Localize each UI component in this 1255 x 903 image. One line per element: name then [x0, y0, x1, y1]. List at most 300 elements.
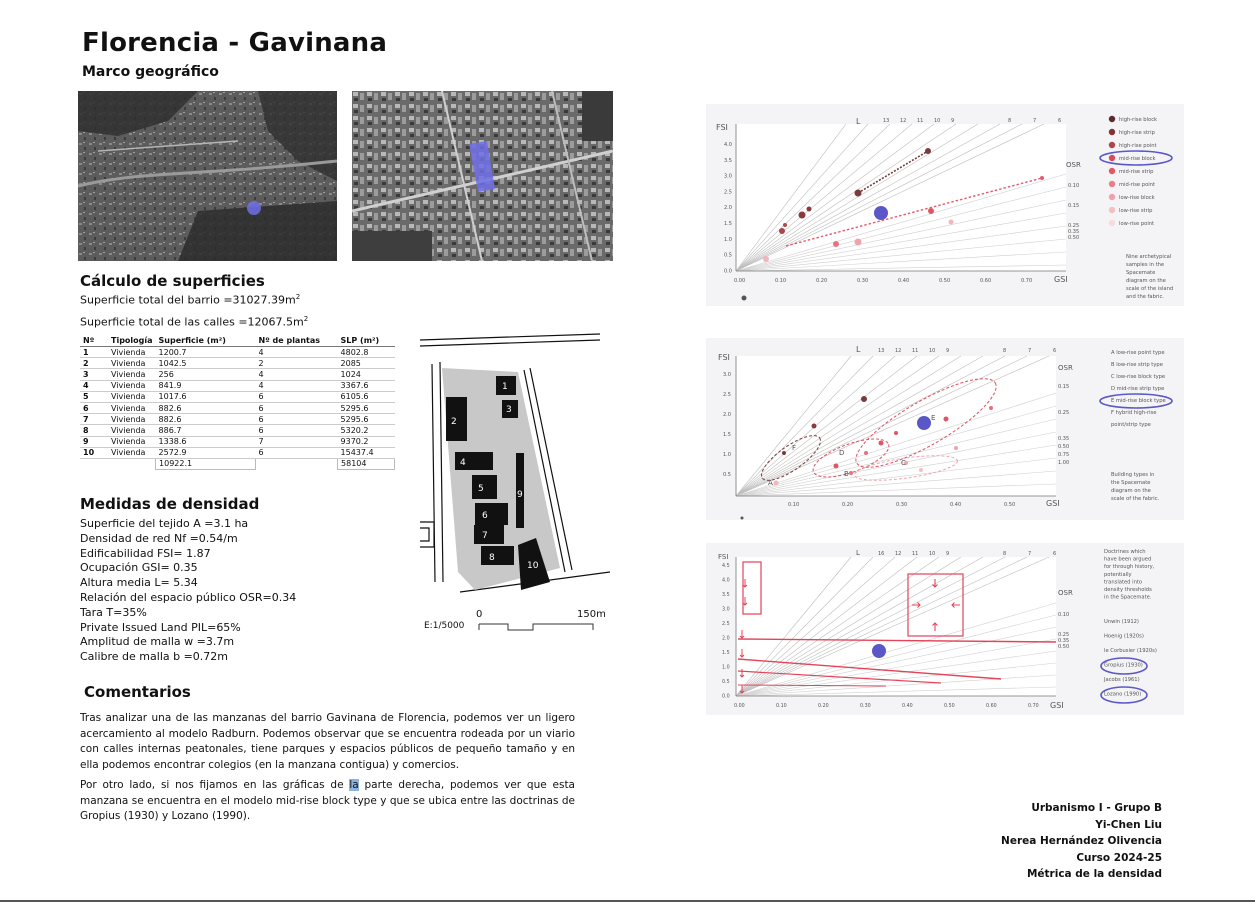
x-tick-label: 0.40: [902, 704, 913, 709]
data-point: [894, 431, 898, 435]
l-tick-label: 9: [951, 118, 955, 124]
table-cell: Vivienda: [108, 414, 156, 425]
x-tick-label: 0.70: [1028, 704, 1039, 709]
legend-entry: low-rise block: [1119, 195, 1155, 201]
data-point: [879, 441, 884, 446]
credit-course: Urbanismo I - Grupo B: [1031, 802, 1162, 814]
l-tick-label: 6: [1053, 348, 1057, 354]
l-tick-label: 6: [1053, 551, 1057, 557]
x-axis-label: GSI: [1046, 499, 1060, 508]
table-cell: 6: [256, 447, 338, 458]
scale-end: 150m: [577, 609, 606, 620]
data-point: [925, 148, 931, 154]
table-cell: 4: [256, 347, 338, 358]
data-point: [855, 239, 862, 246]
chart-caption: for through history,: [1104, 564, 1155, 571]
data-point: [919, 468, 923, 472]
osr-tick-label: 0.15: [1068, 203, 1080, 209]
density-measure: Altura media L= 5.34: [80, 576, 198, 590]
x-axis-label: GSI: [1054, 275, 1068, 284]
table-cell: 1: [80, 347, 108, 358]
legend-entry: C low-rise block type: [1111, 374, 1166, 380]
table-empty-cell: [256, 458, 338, 469]
bullet-icon: [741, 517, 744, 520]
credit-year: Curso 2024-25: [1076, 851, 1162, 864]
region-label: D: [839, 449, 845, 457]
table-cell: 3367.6: [338, 380, 395, 391]
y-axis-label: FSI: [718, 353, 730, 362]
comment-paragraph-2: [80, 778, 575, 825]
building-7: [474, 525, 504, 544]
osr-tick-label: 0.50: [1058, 644, 1070, 650]
l-axis-label: L: [856, 345, 861, 354]
table-row: [80, 447, 395, 458]
legend-swatch: [1109, 220, 1115, 226]
data-point: [864, 451, 868, 455]
col-header-typology: Tipología: [108, 335, 156, 347]
credit-author-2: Nerea Hernández Olivencia: [1001, 835, 1162, 847]
legend-swatch: [1109, 207, 1115, 213]
x-tick-label: 0.10: [776, 704, 787, 709]
doctrine-entry: Jacobs (1961): [1104, 677, 1140, 683]
block-number-label: 2: [451, 417, 457, 427]
l-axis-label: L: [856, 549, 860, 557]
l-tick-label: 13: [878, 348, 885, 354]
x-tick-label: 0.30: [896, 502, 908, 508]
y-tick-label: 3.5: [722, 593, 730, 598]
x-tick-label: 0.10: [775, 278, 787, 284]
legend-entry: A low-rise point type: [1111, 350, 1165, 356]
l-tick-label: 12: [895, 348, 902, 354]
table-cell: 7: [256, 436, 338, 447]
building-6: [475, 503, 508, 525]
col-header-surface: Superficie (m²): [156, 335, 256, 347]
legend-swatch: [1109, 129, 1115, 135]
x-tick-label: 0.00: [734, 278, 746, 284]
x-tick-label: 0.10: [788, 502, 800, 508]
y-tick-label: 2.0: [724, 205, 732, 212]
x-tick-label: 0.70: [1021, 278, 1033, 284]
total-neighborhood-area: [80, 293, 300, 307]
data-point: [949, 220, 954, 225]
x-tick-label: 0.40: [898, 278, 910, 284]
credits-block: [1001, 800, 1162, 883]
table-cell: Vivienda: [108, 369, 156, 380]
table-cell: Vivienda: [108, 436, 156, 447]
data-point: [834, 464, 839, 469]
x-tick-label: 0.00: [734, 704, 745, 709]
total-neighborhood-area-text: Superficie total del barrio =31027.39m: [80, 293, 296, 307]
squared-sup: 2: [295, 293, 301, 301]
l-tick-label: 10: [934, 118, 941, 124]
legend-swatch: [1109, 116, 1115, 122]
y-tick-label: 2.5: [722, 622, 730, 627]
table-cell: Vivienda: [108, 380, 156, 391]
osr-tick-label: 0.25: [1058, 632, 1070, 638]
y-tick-label: 3.0: [722, 607, 730, 613]
region-label: A: [768, 479, 773, 487]
osr-tick-label: 0.25: [1058, 410, 1070, 416]
table-cell: 256: [156, 369, 256, 380]
y-tick-label: 0.5: [723, 472, 731, 478]
table-total-cell: 10922.1: [156, 458, 256, 469]
y-tick-label: 1.0: [723, 452, 731, 458]
osr-tick-label: 0.35: [1058, 638, 1070, 644]
chart-caption: Building types in: [1111, 472, 1155, 478]
x-tick-label: 0.60: [986, 704, 997, 709]
site-plan: [420, 332, 610, 632]
table-empty-cell: [108, 458, 156, 469]
y-tick-label: 0.5: [724, 252, 732, 259]
legend-entry: E mid-rise block type: [1111, 398, 1166, 404]
table-row: [80, 358, 395, 369]
legend-entry: mid-rise strip: [1119, 169, 1154, 175]
aerial-map-wide: [78, 91, 337, 261]
l-tick-label: 10: [929, 348, 936, 354]
block-number-label: 5: [478, 484, 484, 494]
table-cell: 4802.8: [338, 347, 395, 358]
l-tick-label: 7: [1033, 118, 1037, 124]
col-header-number: Nº: [80, 335, 108, 347]
scale-bar: [478, 620, 598, 632]
spacemate-chart-archetypes: [706, 104, 1184, 306]
osr-tick-label: 0.25: [1068, 223, 1080, 229]
density-measure: Edificabilidad FSI= 1.87: [80, 546, 211, 560]
osr-tick-label: 0.15: [1058, 384, 1070, 390]
l-tick-label: 16: [878, 551, 885, 557]
density-measure: Tara T=35%: [80, 605, 147, 619]
data-point: [779, 228, 785, 234]
osr-tick-label: 0.10: [1068, 183, 1080, 189]
legend-swatch: [1109, 168, 1115, 174]
table-row: [80, 425, 395, 436]
y-tick-label: 0.5: [722, 680, 730, 685]
bullet-icon: [742, 296, 747, 301]
table-row: [80, 347, 395, 358]
doctrine-entry: Gropius (1930): [1104, 662, 1143, 669]
x-tick-label: 0.20: [818, 704, 829, 709]
density-measure: Superficie del tejido A =3.1 ha: [80, 517, 249, 530]
comments-heading: Comentarios: [84, 683, 191, 701]
chart-caption: have been argued: [1104, 556, 1152, 563]
table-total-cell: 58104: [338, 458, 395, 469]
table-cell: 5295.6: [338, 414, 395, 425]
block-number-label: 9: [517, 490, 523, 500]
doctrine-entry: Hoenig (1920s): [1104, 633, 1144, 640]
osr-axis-label: OSR: [1058, 589, 1073, 597]
legend-entry: high-rise strip: [1119, 130, 1155, 136]
x-tick-label: 0.60: [980, 278, 992, 284]
y-tick-label: 1.0: [722, 665, 730, 671]
y-tick-label: 3.0: [723, 372, 731, 378]
table-row: [80, 380, 395, 391]
doctrine-entry: Lozano (1990): [1104, 691, 1142, 698]
l-tick-label: 8: [1003, 348, 1007, 354]
density-measure: Ocupación GSI= 0.35: [80, 561, 198, 575]
table-cell: Vivienda: [108, 347, 156, 358]
region-label: F: [792, 444, 797, 452]
data-point: [989, 406, 993, 410]
y-axis-label: FSI: [716, 123, 728, 132]
table-cell: 6105.6: [338, 391, 395, 402]
data-point: [944, 417, 949, 422]
chart-caption: and the fabric.: [1126, 294, 1164, 300]
chart-caption: the Spacemate: [1111, 480, 1151, 486]
chart-caption: samples in the: [1126, 262, 1165, 268]
table-cell: 2: [80, 358, 108, 369]
x-tick-label: 0.40: [950, 502, 962, 508]
legend-entry: low-rise strip: [1119, 208, 1153, 214]
table-cell: 5295.6: [338, 402, 395, 413]
building-5: [472, 475, 497, 499]
table-cell: 1200.7: [156, 347, 256, 358]
col-header-slp: SLP (m²): [338, 335, 395, 347]
density-measure: Densidad de red Nf =0.54/m: [80, 531, 238, 545]
table-cell: Vivienda: [108, 402, 156, 413]
table-cell: 9: [80, 436, 108, 447]
table-cell: Vivienda: [108, 447, 156, 458]
x-tick-label: 0.30: [860, 704, 871, 709]
y-tick-label: 4.0: [722, 578, 730, 584]
data-point: [807, 207, 812, 212]
osr-tick-label: 0.75: [1058, 452, 1070, 458]
table-cell: 2572.9: [156, 447, 256, 458]
data-point: [763, 256, 769, 262]
legend-entry: high-rise block: [1119, 117, 1158, 123]
chart-caption: Nine archetypical: [1126, 254, 1172, 260]
data-point: [855, 190, 862, 197]
table-cell: Vivienda: [108, 425, 156, 436]
table-cell: 6: [256, 402, 338, 413]
l-tick-label: 11: [912, 551, 919, 557]
l-tick-label: 12: [895, 551, 902, 557]
y-tick-label: 3.0: [724, 173, 732, 180]
total-streets-area: [80, 315, 308, 329]
l-tick-label: 9: [946, 551, 950, 557]
table-cell: 15437.4: [338, 447, 395, 458]
y-tick-label: 2.5: [724, 189, 732, 196]
data-point: [774, 481, 779, 486]
table-row: [80, 402, 395, 413]
chart-caption: diagram on the: [1126, 278, 1166, 284]
x-tick-label: 0.20: [816, 278, 828, 284]
osr-axis-label: OSR: [1066, 161, 1081, 169]
block-number-label: 7: [482, 531, 488, 541]
x-tick-label: 0.50: [944, 704, 955, 709]
x-tick-label: 0.50: [1004, 502, 1016, 508]
y-tick-label: 0.0: [724, 268, 732, 275]
region-label: B: [844, 470, 849, 478]
data-point: [782, 451, 786, 455]
surfaces-heading: Cálculo de superficies: [80, 272, 265, 290]
chart-caption: diagram on the: [1111, 488, 1151, 494]
l-tick-label: 7: [1028, 551, 1032, 557]
y-tick-label: 1.5: [724, 221, 732, 227]
table-cell: 4: [256, 369, 338, 380]
density-measure: Amplitud de malla w =3.7m: [80, 635, 235, 649]
block-number-label: 10: [527, 561, 539, 571]
y-tick-label: 4.5: [722, 564, 730, 569]
table-cell: 3: [80, 369, 108, 380]
block-number-label: 6: [482, 511, 488, 521]
table-cell: 8: [80, 425, 108, 436]
block-number-label: 4: [460, 458, 466, 468]
comment-paragraph-1: Tras analizar una de las manzanas del barrio Gavinana de Florencia, podemos ver un ligero acercamiento al modelo Radburn. Podemos observar que se encuentra rodeada por un viario con calles internas peatonales, tiene parques y espacios públicos de pequeño tamaño y en ella podemos encontrar colegios (en la manzana contigua) y comercios.: [80, 712, 575, 771]
credit-topic: Métrica de la densidad: [1026, 868, 1162, 880]
table-header-row: [80, 335, 395, 347]
scale-start: 0: [476, 609, 483, 620]
osr-tick-label: 1.00: [1058, 460, 1070, 466]
table-empty-cell: [80, 458, 108, 469]
osr-axis-label: OSR: [1058, 364, 1073, 372]
y-tick-label: 1.5: [723, 432, 731, 438]
legend-entry: mid-rise block: [1119, 156, 1156, 162]
osr-tick-label: 0.35: [1068, 229, 1080, 235]
l-tick-label: 11: [917, 118, 924, 124]
table-cell: 882.6: [156, 402, 256, 413]
legend-swatch: [1109, 181, 1115, 187]
plot-area: [736, 557, 1056, 696]
region-label: E: [931, 414, 936, 422]
y-tick-label: 0.0: [722, 694, 730, 700]
l-tick-label: 7: [1028, 348, 1032, 354]
density-heading: Medidas de densidad: [80, 495, 260, 513]
table-cell: 1338.6: [156, 436, 256, 447]
data-point: [928, 208, 934, 214]
table-cell: 6: [256, 414, 338, 425]
l-tick-label: 8: [1008, 118, 1012, 124]
osr-tick-label: 0.50: [1068, 235, 1080, 241]
osr-tick-label: 0.35: [1058, 436, 1070, 442]
region-label: C: [901, 459, 906, 467]
typology-table: [80, 335, 395, 470]
table-cell: 4: [80, 380, 108, 391]
l-tick-label: 6: [1058, 118, 1062, 124]
data-point: [874, 206, 888, 220]
l-axis-label: L: [856, 117, 861, 126]
comment-p2-after: parte derecha, podemos ver que esta manzana se encuentra en el modelo mid-rise block type y que se ubica entre las doctrinas de Gropius (1930) y Lozano (1990).: [80, 779, 575, 822]
table-cell: 5: [80, 391, 108, 402]
data-point: [833, 241, 839, 247]
legend-entry: mid-rise point: [1119, 182, 1156, 188]
density-measure: Calibre de malla b =0.72m: [80, 650, 229, 664]
y-tick-label: 2.0: [722, 636, 730, 642]
table-cell: 1017.6: [156, 391, 256, 402]
data-point-highlight: [917, 416, 931, 430]
spacemate-chart-doctrines: [706, 543, 1184, 715]
block-number-label: 8: [489, 553, 495, 563]
l-tick-label: 12: [900, 118, 907, 124]
total-streets-area-text: Superficie total de las calles =12067.5m: [80, 315, 304, 329]
chart-caption: Spacemate: [1126, 270, 1156, 276]
legend-entry: B low-rise strip type: [1111, 362, 1163, 368]
table-cell: 2: [256, 358, 338, 369]
building-8: [481, 546, 514, 565]
table-row: [80, 391, 395, 402]
l-tick-label: 10: [929, 551, 936, 557]
osr-tick-label: 0.10: [1058, 612, 1070, 618]
data-point: [849, 471, 853, 475]
table-cell: 6: [256, 425, 338, 436]
legend-entry: low-rise point: [1119, 221, 1155, 227]
table-cell: 4: [256, 380, 338, 391]
data-point: [812, 424, 817, 429]
page-subtitle: Marco geográfico: [82, 64, 219, 80]
x-tick-label: 0.20: [842, 502, 854, 508]
spacemate-chart-building-types: [706, 338, 1184, 520]
chart-caption: Doctrines which: [1104, 549, 1146, 555]
chart-caption: density thresholds: [1104, 587, 1152, 593]
y-axis-label: FSI: [718, 553, 729, 561]
x-axis-label: GSI: [1050, 701, 1064, 710]
legend-entry: high-rise point: [1119, 143, 1157, 149]
col-header-floors: Nº de plantas: [256, 335, 338, 347]
data-point: [799, 212, 806, 219]
y-tick-label: 1.0: [724, 236, 732, 243]
block-number-label: 3: [506, 405, 512, 415]
chart-caption: scale of the fabric.: [1111, 496, 1160, 502]
l-tick-label: 11: [912, 348, 919, 354]
credit-author-1: Yi-Chen Liu: [1095, 818, 1162, 831]
chart-caption: potentially: [1104, 571, 1132, 578]
density-measure: Private Issued Land PIL=65%: [80, 620, 241, 634]
l-tick-label: 13: [883, 118, 890, 124]
table-cell: 1042.5: [156, 358, 256, 369]
scale-label: E:1/5000: [424, 621, 465, 631]
legend-entry: point/strip type: [1111, 422, 1151, 428]
table-cell: 882.6: [156, 414, 256, 425]
density-measure: Relación del espacio público OSR=0.34: [80, 591, 297, 604]
chart-caption: translated into: [1104, 579, 1143, 586]
legend-swatch: [1109, 194, 1115, 200]
table-cell: 5320.2: [338, 425, 395, 436]
table-cell: 6: [80, 402, 108, 413]
legend-swatch: [1109, 142, 1115, 148]
squared-sup: 2: [303, 315, 309, 323]
y-tick-label: 2.5: [723, 392, 731, 398]
data-point: [1040, 176, 1044, 180]
table-cell: Vivienda: [108, 391, 156, 402]
x-tick-label: 0.50: [939, 278, 951, 284]
table-cell: 841.9: [156, 380, 256, 391]
comment-p2-before: Por otro lado, si nos fijamos en las gráficas de: [80, 779, 350, 791]
legend-entry: D mid-rise strip type: [1111, 386, 1165, 392]
block-number-label: 1: [502, 382, 508, 392]
x-tick-label: 0.30: [857, 278, 869, 284]
table-cell: 6: [256, 391, 338, 402]
osr-tick-label: 0.50: [1058, 444, 1070, 450]
table-total-row: [80, 458, 395, 469]
table-cell: 1024: [338, 369, 395, 380]
table-cell: 886.7: [156, 425, 256, 436]
page-title: Florencia - Gavinana: [82, 28, 388, 58]
table-row: [80, 414, 395, 425]
comments-body: [80, 711, 575, 825]
y-tick-label: 2.0: [723, 412, 731, 418]
chart-caption: scale of the island: [1126, 286, 1174, 292]
table-row: [80, 436, 395, 447]
data-point-highlight: [872, 644, 886, 658]
table-row: [80, 369, 395, 380]
bottom-rule: [0, 900, 1255, 902]
table-cell: Vivienda: [108, 358, 156, 369]
doctrine-entry: le Corbusier (1920s): [1104, 648, 1157, 654]
table-cell: 2085: [338, 358, 395, 369]
table-cell: 9370.2: [338, 436, 395, 447]
legend-entry: F hybrid high-rise: [1111, 410, 1157, 416]
y-tick-label: 1.5: [722, 651, 730, 656]
plot-area: [736, 124, 1066, 271]
